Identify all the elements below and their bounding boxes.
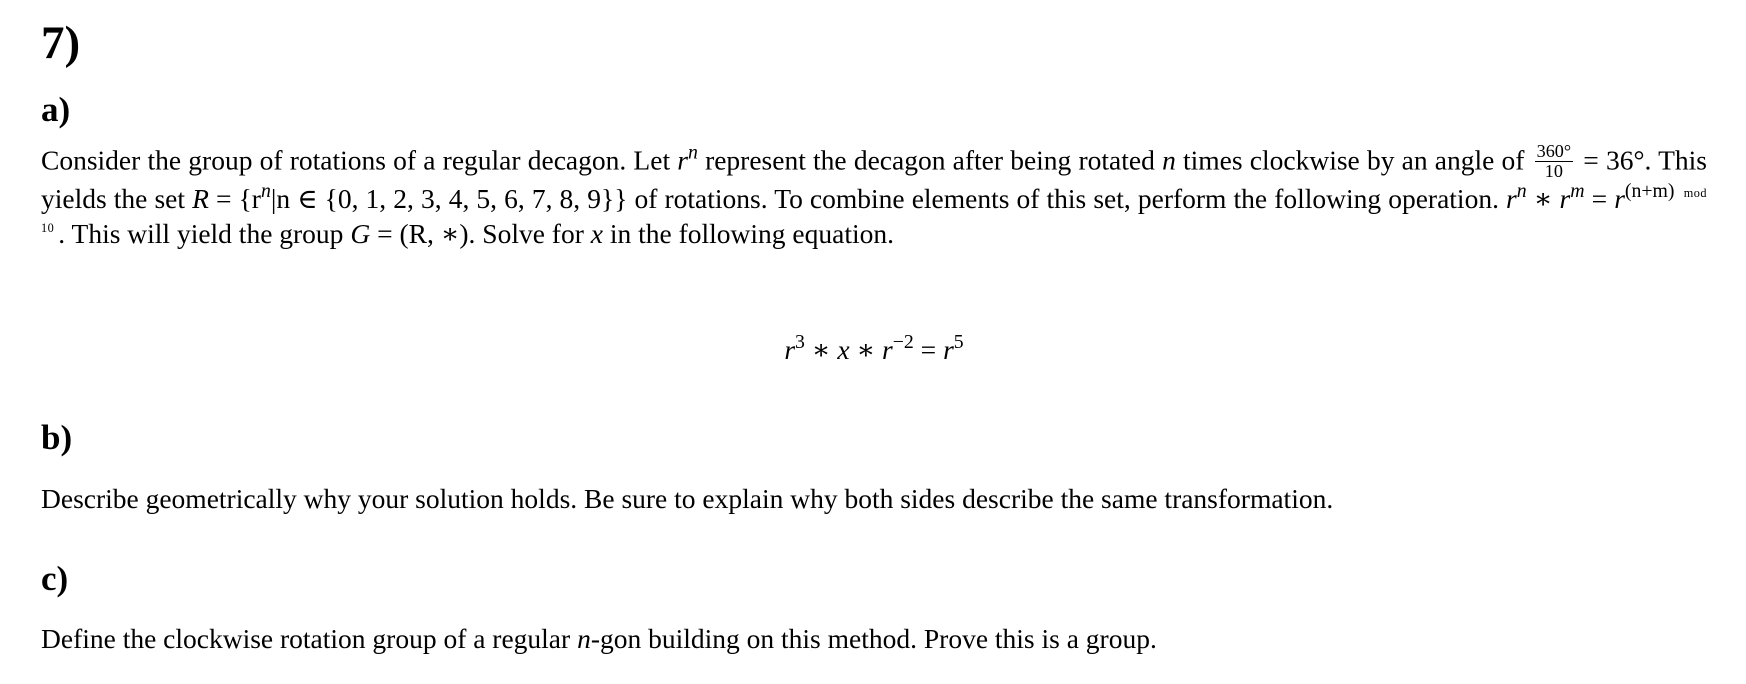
part-c-text: Define the clockwise rotation group of a regular n-gon building on this method. Prove this is a group. [41, 623, 1157, 654]
part-c-label: c) [41, 559, 69, 598]
part-b-text: Describe geometrically why your solution holds. Be sure to explain why both sides describe the same transformation. [41, 483, 1334, 514]
display-equation: $r^3$ ∗ x ∗ $r^{-2} = r^5$ [784, 331, 964, 365]
angle-fraction: $\frac{360^\circ}{10}$ [1536, 141, 1572, 182]
part-a-label: a) [41, 90, 71, 129]
part-b-label: b) [41, 418, 73, 457]
problem-number: 7) [41, 17, 81, 69]
part-a-text: Consider the group of rotations of a regular decagon. Let $r^n$ represent the decagon after being rotated n times clockwise by an angle of $\frac{360^\circ}{10}$ = 36°. This yields the set $R = \{r^n|n$ ∈ {0, 1, 2, 3, 4, 5, 6, 7, 8, 9}} of rotations. To combine elements of this set, perform the following operation. $r^n$ ∗ $r^m = r^{(n+m) mod 10}$ . This will yield the group G = (R, ∗). Solve for x in the following equation. [41, 141, 1707, 250]
